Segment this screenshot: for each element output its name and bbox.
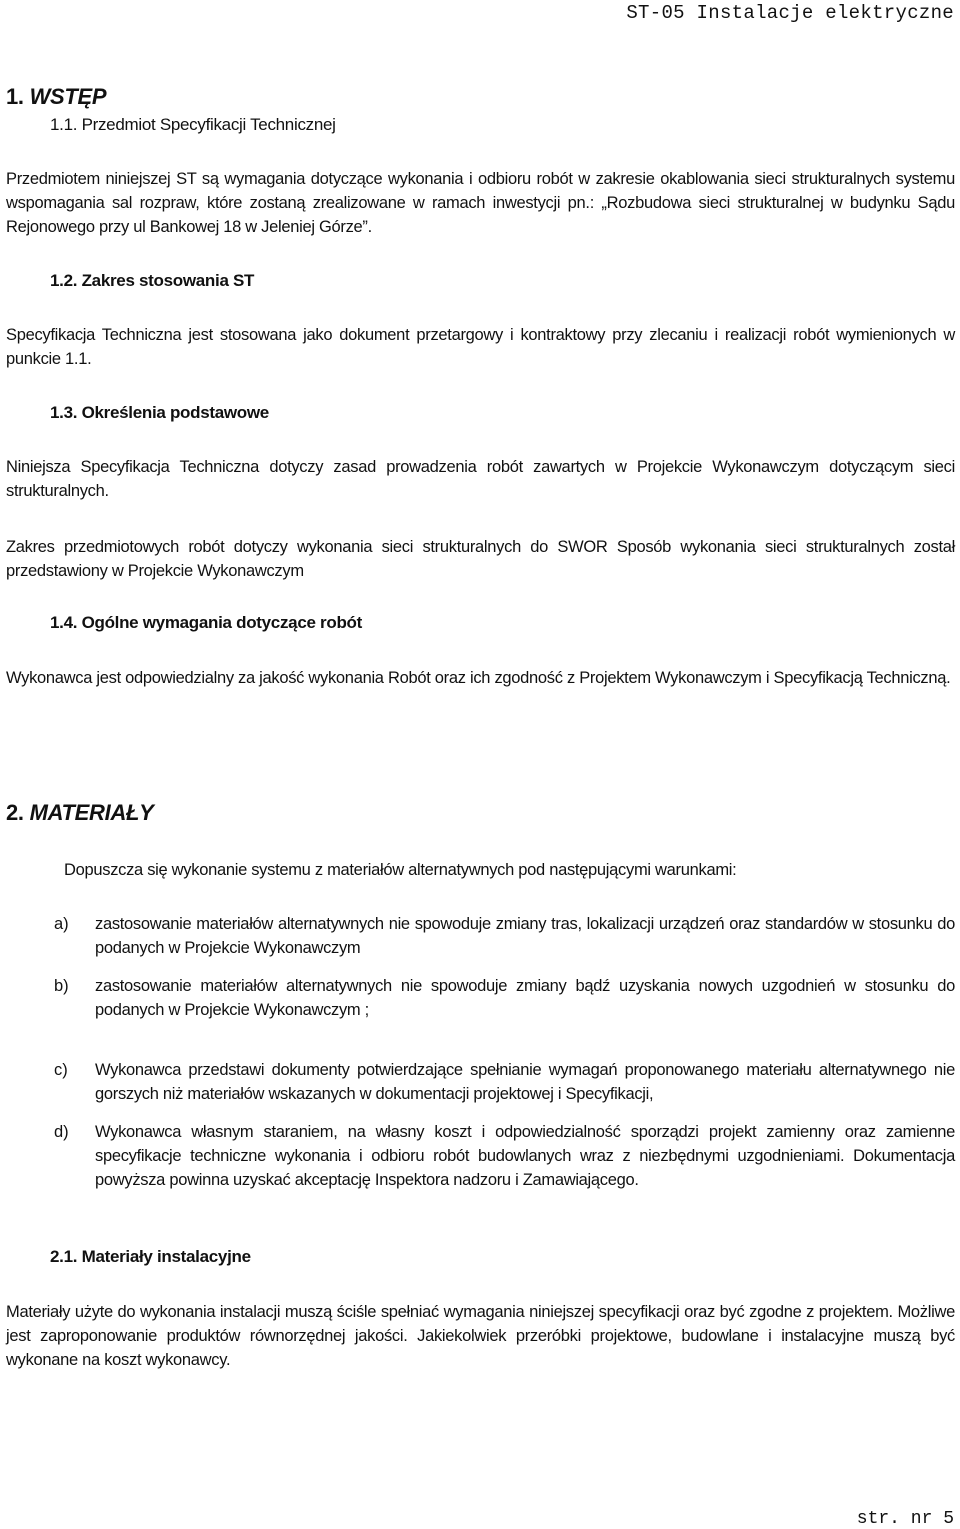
list-marker: d) (54, 1123, 69, 1141)
list-item-text: zastosowanie materiałów alternatywnych nie spowoduje zmiany bądź uzyskania nowych uzgodnień w stosunku do podanych w Projekcie Wykonawczym ; (95, 977, 955, 1019)
section-2-heading (6, 800, 154, 826)
list-item-text: Wykonawca przedstawi dokumenty potwierdzające spełnianie wymagań proponowanego materiału alternatywnego nie gorszych niż materiałów wskazanych w dokumentacji projektowej i Specyfikacji, (95, 1061, 955, 1103)
heading-1-1: 1.1. Przedmiot Specyfikacji Technicznej (50, 115, 336, 134)
section-2-number: 2. (6, 800, 24, 825)
paragraph-1-3-a: Niniejsza Specyfikacja Techniczna dotyczy zasad prowadzenia robót zawartych w Projekcie Wykonawczym dotyczącym sieci strukturalnych. (6, 458, 955, 500)
list-item (54, 912, 955, 960)
list-item (54, 1058, 955, 1106)
paragraph-2-1: Materiały użyte do wykonania instalacji muszą ściśle spełniać wymagania niniejszej specyfikacji oraz być zgodne z projektem. Możliwe jest zaproponowanie produktów równorzędnej jakości. Jakiekolwiek przeróbki projektowe, budowlane i instalacyjne muszą być wykonane na koszt wykonawcy. (6, 1303, 955, 1369)
section-1-title: WSTĘP (29, 84, 107, 109)
list-item (54, 1120, 955, 1192)
paragraph-1-4: Wykonawca jest odpowiedzialny za jakość wykonania Robót oraz ich zgodność z Projektem Wykonawczym i Specyfikacją Techniczną. (6, 669, 951, 687)
heading-2-1: 2.1. Materiały instalacyjne (50, 1247, 251, 1266)
heading-1-3: 1.3. Określenia podstawowe (50, 403, 269, 422)
list-item-text: Wykonawca własnym staraniem, na własny koszt i odpowiedzialność sporządzi projekt zamienny oraz zamienne specyfikacje techniczne wykonania i odbioru robót budowlanych wraz z niezbędnymi uzgodnieniami. Dokumentacja powyższa powinna uzyskać akceptację Inspektora nadzoru i Zamawiającego. (95, 1123, 955, 1189)
heading-1-2: 1.2. Zakres stosowania ST (50, 271, 255, 290)
section-1-heading (6, 84, 106, 110)
paragraph-2-intro: Dopuszcza się wykonanie systemu z materiałów alternatywnych pod następującymi warunkami: (64, 861, 737, 879)
heading-1-4: 1.4. Ogólne wymagania dotyczące robót (50, 613, 362, 632)
list-marker: c) (54, 1061, 68, 1079)
list-marker: a) (54, 915, 69, 933)
list-marker: b) (54, 977, 69, 995)
section-2-title: MATERIAŁY (29, 800, 154, 825)
list-item (54, 974, 955, 1022)
section-1-number: 1. (6, 84, 24, 109)
paragraph-1-3-b: Zakres przedmiotowych robót dotyczy wykonania sieci strukturalnych do SWOR Sposób wykonania sieci strukturalnych został przedstawiony w Projekcie Wykonawczym (6, 538, 955, 580)
running-header: ST-05 Instalacje elektryczne (626, 2, 954, 24)
paragraph-1-2: Specyfikacja Techniczna jest stosowana jako dokument przetargowy i kontraktowy przy zlecaniu i realizacji robót wymienionych w punkcie 1.1. (6, 326, 955, 368)
page-number: str. nr 5 (856, 1509, 954, 1529)
list-item-text: zastosowanie materiałów alternatywnych nie spowoduje zmiany tras, lokalizacji urządzeń oraz standardów w stosunku do podanych w Projekcie Wykonawczym (95, 915, 955, 957)
paragraph-1-1: Przedmiotem niniejszej ST są wymagania dotyczące wykonania i odbioru robót w zakresie okablowania sieci strukturalnych systemu wspomagania sal rozpraw, które zostaną zrealizowane w ramach inwestycji pn.: „Rozbudowa sieci strukturalnej w budynku Sądu Rejonowego przy ul Bankowej 18 w Jeleniej Górze”. (6, 170, 955, 236)
